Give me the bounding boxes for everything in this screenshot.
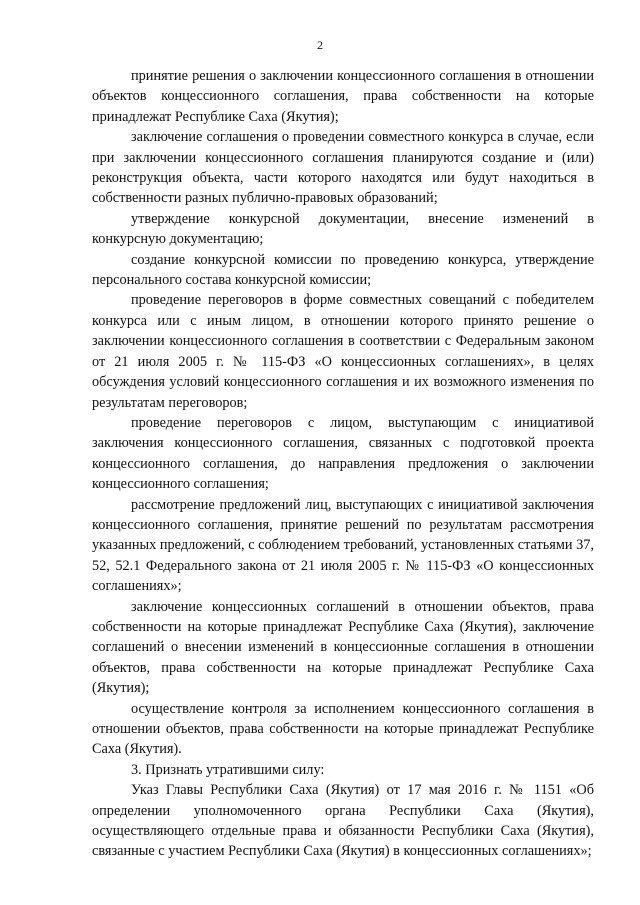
- paragraph: Указ Главы Республики Саха (Якутия) от 17 мая 2016 г. № 1151 «Об определении уполномоченного органа Республики Саха (Якутия), осуществляющего отдельные права и обязанности Республики Саха (Якутия), связанные с участием Республики Саха (Якутия) в концессионных соглашениях»;: [92, 782, 594, 860]
- paragraph: осуществление контроля за исполнением концессионного соглашения в отношении объектов, права собственности на которые принадлежат Республике Саха (Якутия).: [92, 700, 594, 758]
- paragraph: принятие решения о заключении концессионного соглашения в отношении объектов концессионного соглашения, права собственности на которые принадлежат Республике Саха (Якутия);: [92, 68, 594, 125]
- paragraph: заключение концессионных соглашений в отношении объектов, права собственности на которые принадлежат Республике Саха (Якутия), заключение соглашений о внесении изменений в концессионные соглашения в отношении объектов, права собственности на которые принадлежат Республике Саха (Якутия);: [92, 598, 594, 697]
- page-number: 2: [317, 38, 323, 52]
- paragraph: рассмотрение предложений лиц, выступающих с инициативой заключения концессионного соглашения, принятие решений по результатам рассмотрения указанных предложений, с соблюдением требований, установленных статьями 37, 52, 52.1 Федерального закона от 21 июля 2005 г. № 115-ФЗ «О концессионных соглашениях»;: [92, 496, 594, 595]
- paragraph: проведение переговоров с лицом, выступающим с инициативой заключения концессионного соглашения, связанных с подготовкой проекта концессионного соглашения, до направления предложения о заключении концессионного соглашения;: [92, 414, 594, 493]
- numbered-clause: 3. Признать утратившими силу:: [131, 761, 325, 778]
- paragraph: заключение соглашения о проведении совместного конкурса в случае, если при заключении концессионного соглашения планируются создание и (или) реконструкция объекта, части которого находятся или будут находиться в собственности разных публично-правовых образований;: [92, 129, 594, 207]
- paragraph: утверждение конкурсной документации, внесение изменений в конкурсную документацию;: [92, 210, 594, 248]
- document-body: [92, 66, 594, 862]
- paragraph: создание конкурсной комиссии по проведению конкурса, утверждение персонального состава конкурсной комиссии;: [92, 251, 594, 289]
- paragraph: проведение переговоров в форме совместных совещаний с победителем конкурса или с иным лицом, в отношении которого принято решение о заключении концессионного соглашения в соответствии с Федеральным законом от 21 июля 2005 г. № 115-ФЗ «О концессионных соглашениях», в целях обсуждения условий концессионного соглашения и их возможного изменения по результатам переговоров;: [92, 292, 594, 411]
